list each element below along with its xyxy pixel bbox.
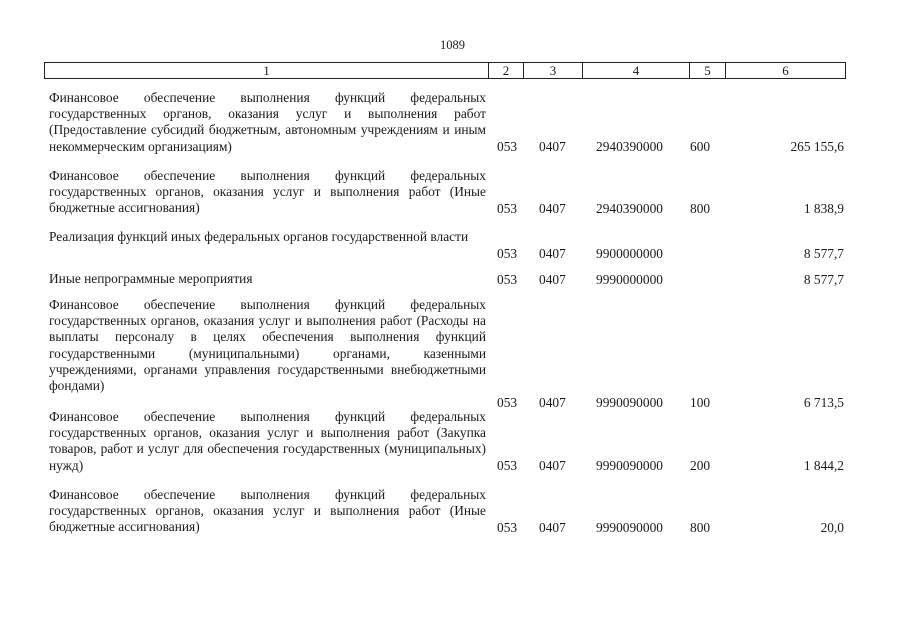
row-col-6: 8 577,7 bbox=[803, 245, 844, 261]
row-col-5: 100 bbox=[690, 394, 711, 410]
row-col-5: 800 bbox=[690, 519, 711, 535]
page-number: 1089 bbox=[440, 38, 465, 52]
row-col-4: 9990090000 bbox=[596, 457, 663, 473]
row-col-3: 0407 bbox=[539, 271, 566, 287]
row-col-3: 0407 bbox=[539, 519, 566, 535]
row-col-5: 600 bbox=[690, 138, 711, 154]
row-col-3: 0407 bbox=[539, 394, 566, 410]
row-col-4: 9990090000 bbox=[596, 519, 663, 535]
row-description: Реализация функций иных федеральных органов государственной власти bbox=[49, 229, 469, 244]
table-row bbox=[0, 271, 905, 288]
row-description: Иные непрограммные мероприятия bbox=[49, 271, 253, 286]
row-col-3: 0407 bbox=[539, 245, 566, 261]
row-col-6: 8 577,7 bbox=[803, 271, 844, 287]
header-col-5: 5 bbox=[690, 63, 726, 78]
row-col-4: 2940390000 bbox=[596, 138, 663, 154]
row-col-2: 053 bbox=[497, 200, 518, 216]
row-col-3: 0407 bbox=[539, 457, 566, 473]
row-description: Финансовое обеспечение выполнения функций федеральных государственных органов, оказания услуг и выполнения работ (Закупка товаров, работ и услуг для обеспечения государственных (муниципальных) нужд) bbox=[49, 409, 486, 473]
header-col-2: 2 bbox=[489, 63, 524, 78]
row-description: Финансовое обеспечение выполнения функций федеральных государственных органов, оказания услуг и выполнения работ (Иные бюджетные ассигнования) bbox=[49, 168, 486, 216]
row-col-2: 053 bbox=[497, 457, 518, 473]
row-col-6: 1 844,2 bbox=[803, 457, 844, 473]
row-description: Финансовое обеспечение выполнения функций федеральных государственных органов, оказания услуг и выполнения работ (Расходы на выплаты персоналу в целях обеспечения выполнения функций государственными (муниципальными) органами, казенными учреждениями, органами управления государственными внебюджетными фондами) bbox=[49, 297, 486, 394]
header-col-3: 3 bbox=[524, 63, 583, 78]
table-row bbox=[0, 297, 905, 411]
row-description: Финансовое обеспечение выполнения функций федеральных государственных органов, оказания услуг и выполнения работ (Иные бюджетные ассигнования) bbox=[49, 487, 486, 535]
table-row bbox=[0, 487, 905, 536]
row-col-4: 9900000000 bbox=[596, 245, 663, 261]
header-col-1: 1 bbox=[45, 63, 489, 78]
row-col-6: 265 155,6 bbox=[790, 138, 844, 154]
row-col-2: 053 bbox=[497, 519, 518, 535]
row-col-4: 9990090000 bbox=[596, 394, 663, 410]
table-row bbox=[0, 229, 905, 262]
row-col-4: 9990000000 bbox=[596, 271, 663, 287]
table-row bbox=[0, 409, 905, 474]
header-col-4: 4 bbox=[583, 63, 690, 78]
row-description: Финансовое обеспечение выполнения функций федеральных государственных органов, оказания услуг и выполнения работ (Предоставление субсидий бюджетным, автономным учреждениям и иным некоммерческим организациям) bbox=[49, 90, 486, 154]
row-col-3: 0407 bbox=[539, 138, 566, 154]
row-col-2: 053 bbox=[497, 271, 518, 287]
row-col-4: 2940390000 bbox=[596, 200, 663, 216]
row-col-2: 053 bbox=[497, 138, 518, 154]
row-col-6: 1 838,9 bbox=[803, 200, 844, 216]
row-col-5: 200 bbox=[690, 457, 711, 473]
row-col-5: 800 bbox=[690, 200, 711, 216]
table-row bbox=[0, 168, 905, 217]
row-col-6: 6 713,5 bbox=[803, 394, 844, 410]
row-col-2: 053 bbox=[497, 394, 518, 410]
row-col-6: 20,0 bbox=[820, 519, 844, 535]
table-header bbox=[44, 62, 846, 79]
row-col-2: 053 bbox=[497, 245, 518, 261]
table-row bbox=[0, 90, 905, 155]
row-col-3: 0407 bbox=[539, 200, 566, 216]
header-col-6: 6 bbox=[782, 63, 789, 78]
